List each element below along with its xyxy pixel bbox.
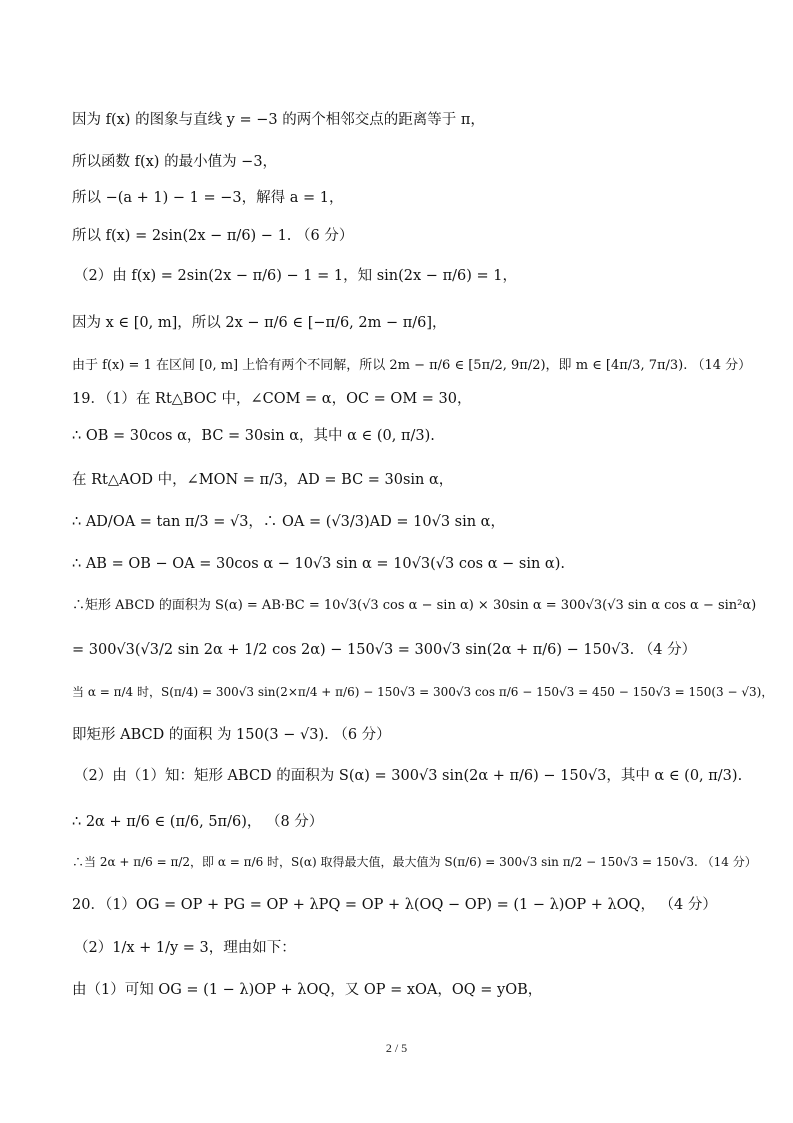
- text-line-6: 因为 x ∈ [0, m]，所以 2x − π/6 ∈ [−π/6, 2m − π/6]，: [72, 315, 447, 331]
- text-line-14: = 300√3(√3/2 sin 2α + 1/2 cos 2α) − 150√3 = 300√3 sin(2α + π/6) − 150√3. （4 分）: [72, 642, 697, 658]
- text-line-13: ∴矩形 ABCD 的面积为 S(α) = AB·BC = 10√3(√3 cos α − sin α) × 30sin α = 300√3(√3 sin α cos α − sin²α): [72, 598, 757, 613]
- text-line-19: ∴当 2α + π/6 = π/2，即 α = π/6 时，S(α) 取得最大值，最大值为 S(π/6) = 300√3 sin π/2 − 150√3 = 150√3. （14 分）: [72, 855, 757, 869]
- text-line-10: 在 Rt△AOD 中，∠MON = π/3，AD = BC = 30sin α，: [72, 472, 454, 488]
- text-line-18: ∴ 2α + π/6 ∈ (π/6, 5π/6)， （8 分）: [72, 814, 324, 830]
- text-line-12: ∴ AB = OB − OA = 30cos α − 10√3 sin α = 10√3(√3 cos α − sin α).: [72, 556, 565, 572]
- text-line-8: 19．（1）在 Rt△BOC 中，∠COM = α，OC = OM = 30，: [72, 391, 472, 407]
- text-line-9: ∴ OB = 30cos α，BC = 30sin α，其中 α ∈ (0, π/3).: [72, 428, 435, 444]
- text-line-15: 当 α = π/4 时，S(π/4) = 300√3 sin(2×π/4 + π/6) − 150√3 = 300√3 cos π/6 − 150√3 = 450 − 150√3 = 150(3 − √3)，: [72, 685, 774, 699]
- text-line-17: （2）由（1）知：矩形 ABCD 的面积为 S(α) = 300√3 sin(2α + π/6) − 150√3，其中 α ∈ (0, π/3).: [74, 768, 743, 784]
- text-line-7: 由于 f(x) = 1 在区间 [0, m] 上恰有两个不同解，所以 2m − π/6 ∈ [5π/2, 9π/2)，即 m ∈ [4π/3, 7π/3). （14 分）: [72, 358, 752, 373]
- text-line-16: 即矩形 ABCD 的面积 为 150(3 − √3). （6 分）: [72, 727, 391, 743]
- text-line-1: 因为 f(x) 的图象与直线 y = −3 的两个相邻交点的距离等于 π，: [72, 112, 485, 128]
- text-line-5: （2）由 f(x) = 2sin(2x − π/6) − 1 = 1，知 sin(2x − π/6) = 1，: [74, 268, 517, 284]
- text-line-21: （2）1/x + 1/y = 3，理由如下：: [74, 940, 296, 956]
- text-line-11: ∴ AD/OA = tan π/3 = √3，∴ OA = (√3/3)AD = 10√3 sin α，: [72, 514, 505, 530]
- text-line-3: 所以 −(a + 1) − 1 = −3，解得 a = 1，: [72, 190, 344, 206]
- text-line-4: 所以 f(x) = 2sin(2x − π/6) − 1. （6 分）: [72, 228, 354, 244]
- text-line-2: 所以函数 f(x) 的最小值为 −3，: [72, 154, 278, 170]
- text-line-22: 由（1）可知 OG = (1 − λ)OP + λOQ，又 OP = xOA，OQ = yOB，: [72, 982, 543, 998]
- text-line-20: 20．（1）OG = OP + PG = OP + λPQ = OP + λ(OQ − OP) = (1 − λ)OP + λOQ， （4 分）: [72, 897, 717, 913]
- page-number: 2 / 5: [385, 1041, 408, 1055]
